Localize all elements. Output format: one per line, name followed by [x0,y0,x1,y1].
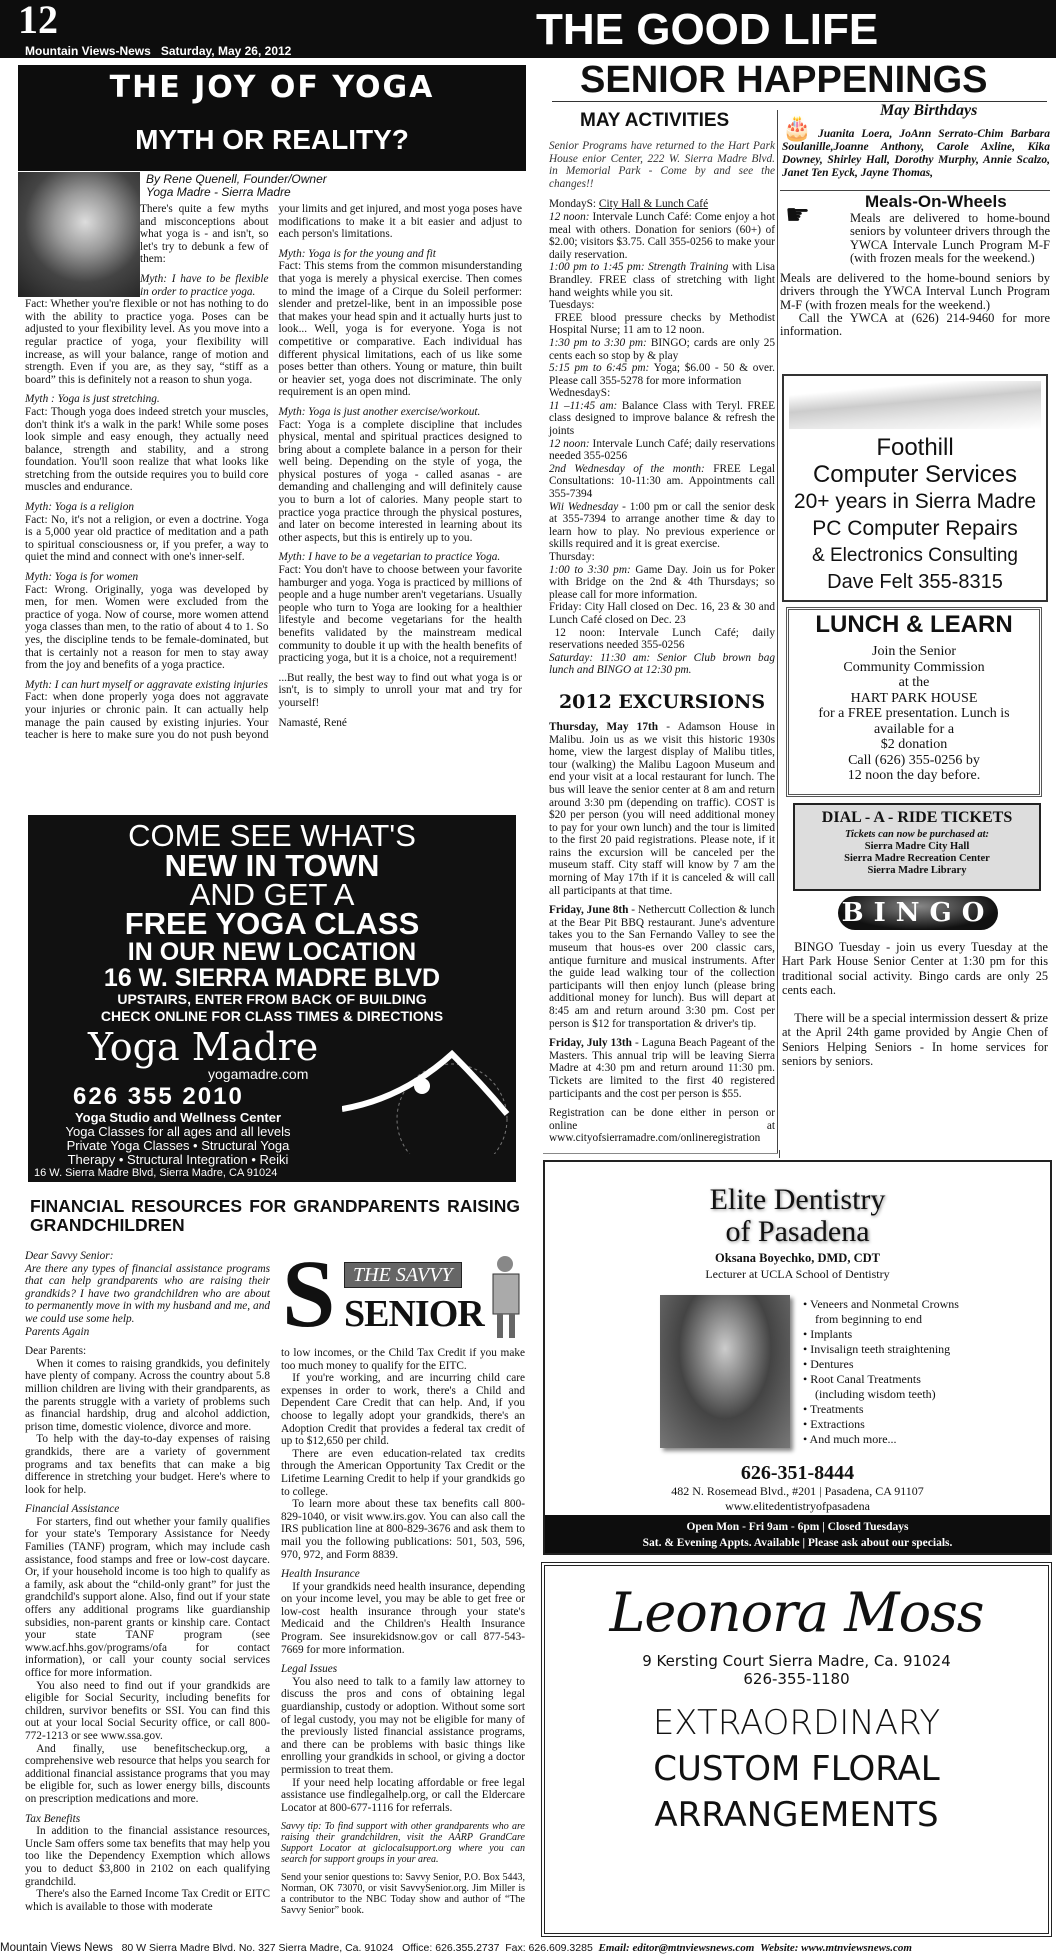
footer-email[interactable]: Email: editor@mtnviewsnews.com [598,1942,755,1954]
paragraph-heading: Myth: Yoga is for the young and fit [278,247,436,260]
section-title: THE GOOD LIFE [536,5,879,54]
paragraph [549,261,775,299]
dentistry-service: • Root Canal Treatments [803,1372,921,1386]
divider [0,58,530,60]
savvy-column-2 [281,1347,525,1916]
logo-top: THE SAVVY [344,1262,462,1288]
yoga-title-box [18,65,526,171]
lunch-learn-title: LUNCH & LEARN [815,611,1013,638]
paragraph-text: Fact: Though yoga does indeed stretch your muscles, don't think it's a walk in the park! While some poses look simple and easy enough, they actually need balance, strength and stability, and a strong foundation. You'll soon realize that what looks like stretching from the outside requires you to build core muscles and endurance. [25,405,269,494]
paragraph-text: to low incomes, or the Child Tax Credit if you make too much money to qualify for the EITC. [281,1347,525,1372]
paragraph [279,672,523,710]
activities-intro: Senior Programs have returned to the Hart Park House enior Center, 222 W. Sierra Madre Blvd. in Memorial Park - Come by and see the changes!! [549,140,775,190]
paragraph-text: Intervale Lunch Café: Come enjoy a hot meal with others. Donation for seniors (60+) of $2.00; visitors $3.75. Call 355-0256 to make your daily reservation. [549,210,775,261]
birthday-cake-icon: 🎂 [782,116,812,142]
paragraph-text: - 1:00 pm or call the senior desk at 355-7394 to arrange another time & day to learn how to play. No previous experience or skills required and it is great exercise. [549,500,775,551]
paragraph [25,1345,270,1358]
reading-man-icon [488,1252,522,1340]
paragraph-text: BINGO; cards are only 25 cents each so stop by & play [549,336,776,362]
paragraph-text: FREE blood pressure checks by Methodist Hospital Nurse; 11 am to 12 noon. [549,311,775,337]
bingo-body [782,940,1048,1068]
paragraph [281,1448,525,1498]
footer-office: Office: 626.355.2737 [402,1942,500,1954]
lunch-learn-line: Community Commission [843,659,985,675]
yoga-madre-logo: Yoga Madre [88,1025,319,1069]
paragraph-text: In addition to the financial assistance resources, Uncle Sam offers some tax benefits that may help you too like the Dependency Exemption which allows you to deduct $3,800 in 2102 on each qualifying grandchild. [25,1825,270,1888]
lunch-learn-line: 12 noon the day before. [847,768,981,783]
paragraph [281,1663,525,1776]
byline: By Rene Quenell, Founder/Owner [146,172,327,186]
paragraph [549,299,775,312]
excursion-item [549,904,775,1030]
paragraph-text: Fact: Whether you're flexible or not has nothing to do with the ability to practice yoga. Poses can be adjusted to your flexibility level. As you move into a regular practice of yoga, your flexibility will increase, as will your balance, range of motion and strength. Even if you are, as they say, “stiff as a board” this is definitely not a reason to shun yoga. [25,298,269,386]
ad-line: 20+ years in Sierra Madre [793,490,1037,513]
paragraph-heading: 12 noon: [549,437,590,450]
paragraph-text: Fact: This stems from the common misunderstanding that yoga is merely a physical exercise. Then comes to mind the image of a Cirque du Soleil performer: slender and pretzel-like, bent in an impossible pose that makes your head spin and it actually hurts just to look... Well, yoga is for everyone. Yoga is not competitive or comparative. Each individual has different physical limitations, each of us like some poses better than others. Young or mature, thin built or heavier set, yoga does not discriminate. The only requirement is an open mind. [278,260,522,399]
paragraph-heading: Dear Savvy Senior: [25,1250,114,1262]
mountain-image [789,381,1041,429]
dentistry-service: • Invisalign teeth straightening [803,1342,951,1356]
paragraph-text: There's also the Earned Income Tax Credit or EITC which is available to those with moderate [25,1888,270,1913]
yoga-pose-icon [342,1044,512,1154]
paragraph-text: Dear Parents: [25,1345,87,1358]
paragraph [279,551,523,664]
bingo-paragraph: BINGO Tuesday - join us every Tuesday at the Hart Park House Senior Center at 1:30 pm for this traditional social activity. Bingo cards are only 25 cents each. [782,940,1048,997]
paragraph [25,1813,270,1889]
ad-address: 16 W. Sierra Madre Blvd, Sierra Madre, CA 91024 [34,1167,278,1179]
florist-logo: Leonora Moss [609,1581,984,1644]
lunch-and-learn-box [786,607,1042,797]
dentistry-service: from beginning to end [803,1312,922,1326]
excursion-text: - Adamson House in Malibu. Join us as we visit this historic 1930s home, view the largest display of Malibu titles, tour (walking) the Malibu Lagoon Museum and end your visit at a local restaurant for lunch. The bus will leave the senior center at 8 am and return around 3:30 pm (depending on traffic). COST is $20 per person (you will need additional money to pay for your own lunch) and the tour is limited to the first 20 paid registrations. Please note, if it rains the excursion will be canceled per the museum staff. City staff will know by 7 am the morning of May 17th if it is canceled & will call all participants at that time. [549,720,775,897]
paragraph-text: There are even education-related tax credits through the American Opportunity Tax Credit or the Lifetime Learning Credit to help if your grandkids go to college. [281,1447,525,1498]
meals-paragraph: Meals are delivered to home-bound seniors by volunteer drivers through the YWCA Intervale Lunch Program M-F (with frozen meals for the weekend.) [850,211,1050,265]
paragraph-text: 12 noon: Intervale Lunch Café; daily reservations needed 355-0256 [549,626,775,652]
paragraph-text: And finally, use benefitscheckup.org, a comprehensive web resource that helps you search for additional financial assistance programs that you may be eligible for, such as lower energy bills, discounts on prescription medications and more. [25,1742,270,1805]
ad-line: UPSTAIRS, ENTER FROM BACK OF BUILDING [117,991,427,1007]
birthdays-title: May Birthdays [880,102,978,119]
paragraph [25,393,269,494]
ad-line: PC Computer Repairs [812,517,1018,540]
paragraph-text: If your grandkids need health insurance, depending on your income level, you may be able to get free or low-cost health insurance through your state's Medicaid and the Children's Health Insurance Program. See insurekidsnow.gov or call 877-543-7669 for more information. [281,1580,525,1656]
dentistry-service: • And much more... [803,1432,897,1446]
excursion-text: Registration can be done either in person or online at www.cityofsierramadre.com/onlineregistration [549,1107,775,1145]
paragraph [549,211,775,261]
excursion-date: Friday, June 8th [549,904,629,917]
ad-line: AND GET A [189,877,355,912]
paragraph [25,1503,270,1679]
excursion-item [549,1037,775,1100]
yoga-article-body [25,203,522,783]
ad-line: Dave Felt 355-8315 [827,571,1003,593]
ad-line: 16 W. SIERRA MADRE BLVD [103,964,441,992]
dentistry-address: 482 N. Rosemead Blvd., #201 | Pasadena, CA 91107 [671,1484,924,1498]
excursion-date: Friday, July 13th [549,1037,632,1050]
bingo-logo: BINGO [838,896,998,930]
savvy-tip: Savvy tip: To find support with other grandparents who are raising their grandchildren, visit the AARP GrandCare Support Locator at giclocalsupport.org where you can search for support groups in your area. [281,1821,525,1866]
paragraph-text: You also need to talk to a family law attorney to discuss the pros and cons of obtaining legal guardianship, custody or adoption. Without some sort of legal custody, you may not be eligible for many of the previously listed financial assistance programs, and there can be problems with basic things like enrolling your grandkids in school, or giving a doctor permission to treat them. [281,1675,525,1776]
lunch-learn-line: Call (626) 355-0256 by [848,752,980,768]
paragraph-text: Intervale Lunch Café; daily reservations needed 355-0256 [549,437,775,463]
paragraph [25,501,269,564]
savvy-title: FINANCIAL RESOURCES FOR GRANDPARENTS RAISING GRANDCHILDREN [30,1196,520,1235]
paragraph [549,601,775,626]
paragraph-heading: 2nd Wednesday of the month: [549,462,705,475]
paragraph-heading: Myth: I have to be flexible in order to practice yoga. [140,272,269,298]
ticket-location: Sierra Madre City Hall [864,841,970,852]
excursion-date: Thursday, May 17th [549,720,659,733]
paragraph [549,387,775,400]
excursion-item [549,1107,775,1145]
dentistry-service: • Implants [803,1327,853,1341]
florist-address: 9 Kersting Court Sierra Madre, Ca. 91024 [642,1652,951,1670]
paragraph [549,198,775,211]
dentistry-website: www.elitedentistryofpasadena [725,1499,870,1513]
dial-a-ride-box [793,803,1041,891]
paragraph [25,571,269,672]
paragraph-text: For starters, find out whether your family qualifies for your state's Temporary Assistance for Needy Families (TANF) program, which may include cash assistance, food stamps and free or low-cost daycare. Or, if your household income is too high to qualify as a family, ask about the “child-only grant” for just the grandchild's support alone. Also, find out if your state offers any additional programs like guardianship subsidies, non-parent grants or kinship care. Contact your state TANF program (see www.acf.hhs.gov/programs/ofa for contact information), or call your county social services office for more information. [25,1515,270,1679]
meals-paragraph: Meals are delivered to the home-bound seniors by drivers through the YWCA Interval Lunch Program M-F (with frozen meals for the weekend.) [780,271,1050,312]
paragraph-heading: Myth : Yoga is just stretching. [25,393,160,406]
paragraph-text: If your need help locating affordable or free legal assistance use findlegalhelp.org, or call the Eldercare Locator at 800-677-1116 for referrals. [281,1776,525,1814]
paragraph [281,1372,525,1448]
foothill-computer-ad [782,374,1048,602]
ad-line: CHECK ONLINE FOR CLASS TIMES & DIRECTIONS [100,1008,444,1024]
column-rule [777,110,778,1153]
footer-website[interactable]: Website: www.mtnviewsnews.com [760,1942,912,1954]
yoga-madre-ad [28,815,516,1182]
lunch-learn-line: for a FREE presentation. Lunch is [818,706,1010,721]
paragraph-heading: Myth: I have to be a vegetarian to practice Yoga. [278,551,501,564]
lunch-learn-line: $2 donation [880,737,948,752]
paragraph-text: Thursday: [549,551,595,563]
dentistry-hours-bar [545,1515,1050,1553]
paragraph-text: You also need to find out if your grandkids are eligible for Social Security, including benefits for children, survivor benefits or SSI. You can find this out at your local Social Security office, or call 800-772-1213 or see www.ssa.gov. [25,1679,270,1742]
birthday-names: Juanita Loera, JoAnn Serrato-Chim Barbara Soulanille,Joanne Anthony, Carole Axline, Kika Downey, Shirley Hall, Dorothy Murphy, Annie Scalzo, Janet Ten Eyck, Jayne Thomas, [782,128,1050,179]
paragraph-text: Fact: when done properly yoga does not aggravate your injuries or chronic pain. It can actually help manage the pain caused by existing injuries. Your teacher is here to make sure you do not push beyond your limits and get injured, and most yoga poses have modifications to make it a bit easier and adjust to each person's limitations. [25,203,522,742]
column-rule [779,1150,780,1158]
elite-dentistry-ad [543,1160,1052,1555]
paragraph [549,627,775,652]
paragraph [25,1358,270,1434]
dentist-photo [660,1295,790,1448]
bingo-paragraph: There will be a special intermission dessert & prize at the April 24th game provided by Angie Chen of Seniors Helping Seniors - In home services for seniors by seniors. [782,1011,1048,1069]
dentist-name: Oksana Boyechko, DMD, CDT [715,1251,880,1265]
paragraph-heading: Myth: Yoga is just another exercise/workout. [278,405,481,418]
dentistry-service: • Veneers and Nonmetal Crowns [803,1297,959,1311]
paragraph [549,551,775,564]
paragraph [25,1743,270,1806]
paragraph-heading: Health Insurance [281,1568,360,1581]
meals-body [780,212,1050,339]
ad-line: & Electronics Consulting [812,545,1018,566]
divider [780,190,1050,191]
paragraph-heading: Saturday: 11:30 am: Senior Club brown bag lunch and BINGO at 12:30 pm. [549,651,775,677]
activities-column [549,140,775,1145]
paragraph [279,248,523,399]
meals-title: Meals-On-Wheels [865,192,1007,211]
ad-service: Private Yoga Classes • Structural Yoga [66,1138,290,1153]
ad-website: yogamadre.com [208,1066,309,1082]
byline-affiliation: Yoga Madre - Sierra Madre [146,185,291,199]
icon-spacer [780,212,850,252]
dentistry-hours: Open Mon - Fri 9am - 6pm | Closed Tuesdays [686,1521,909,1533]
dial-a-ride-title: DIAL - A - RIDE TICKETS [821,809,1013,826]
ad-tagline: Yoga Studio and Wellness Center [74,1110,282,1125]
footer [0,1940,1056,1956]
dentistry-phone: 626-351-8444 [740,1462,855,1484]
paragraph-heading: 1:00 to 3:30 pm: [549,563,631,576]
paragraph [549,337,775,362]
paragraph-heading: Parents Again [25,1325,90,1338]
florist-phone: 626-355-1180 [743,1670,850,1688]
yoga-subtitle: MYTH OR REALITY? [135,124,409,155]
paragraph-text: Yoga; $6.00 - 50 & over. Please call 355-5278 for more information [549,362,775,387]
pointing-hand-icon: ☛ [785,200,811,231]
paragraph-text: To help with the day-to-day expenses of raising grandkids, there are a variety of government programs and tax benefits that can make a big difference in stretching your budget. Here's where to look for help. [25,1433,270,1496]
paragraph-heading: 11 –11:45 am: [549,399,618,412]
paragraph-text: To learn more about these tax benefits call 800-829-1040, or visit www.irs.gov. You can also call the IRS publication line at 800-829-3676 and ask them to mail you the following publications: 501, 503, 596, 970, 972, and Form 8839. [281,1498,525,1561]
paragraph [281,1568,525,1656]
paragraph-text: Namasté, René [278,716,347,729]
paragraph-text: Fact: Yoga is a complete discipline that includes physical, mental and spiritual practices designed to bring about a complete balance in a person for their well being. Depending on the style of yoga, the physical postures of yoga - called asanas - are demanding and challenging and will definitely cause you to burn a lot of calories. Many people start to practice yoga practice through the physical postures, and later on become interested in learning about its other aspects, but this is entirely up to you. [278,418,522,544]
paragraph-text: FREE Legal Consultations: 10-11:30 am. Appointments call 355-7394 [549,462,776,501]
dentistry-hours-extra: Sat. & Evening Appts. Available | Please ask about our specials. [642,1537,953,1549]
ad-line: IN OUR NEW LOCATION [127,938,417,966]
footer-address: 80 W Sierra Madre Blvd. No. 327 Sierra Madre, Ca. 91024 [121,1942,394,1954]
savvy-contact: Send your senior questions to: Savvy Senior, P.O. Box 5443, Norman, OK 73070, or visit SavvySenior.org. Jim Miller is a contributor to the NBC Today show and author of “The Savvy Senior” book. [281,1872,525,1917]
dentistry-service: • Treatments [803,1402,864,1416]
paragraph-heading: 1:00 pm to 1:45 pm: Strength Training [549,261,729,274]
ad-line: Computer Services [812,461,1018,488]
issue-date: Saturday, May 26, 2012 [160,44,292,58]
paragraph [549,362,775,387]
paragraph [549,501,775,551]
dentistry-name: Elite Dentistry [709,1183,886,1216]
paragraph [281,1777,525,1815]
savvy-column-1 [25,1250,270,1913]
paragraph-text: with Lisa Brandley. FREE class of stretching with light hand weights while you sit. [549,261,775,299]
paragraph-text: Fact: No, it's not a religion, or even a doctrine. Yoga is a 5,000 year old practice of meditation and a path to spiritual consciousness or, if you prefer, a way to quiet the mind and connect with one's inner-self. [25,513,269,564]
florist-tagline: CUSTOM FLORAL [653,1749,940,1789]
dentistry-name: of Pasadena [725,1215,870,1248]
ad-line: FREE YOGA CLASS [124,906,420,941]
paragraph-text: If you're working, and are incurring child care expenses in order to work, there's a Child and Dependent Care Credit that can help. And, if you choose to legally adopt your grandkids, there's an Adoption Credit that provides a federal tax credit of up to $12,650 per child. [281,1372,525,1448]
lunch-learn-line: HART PARK HOUSE [850,690,978,706]
dentistry-service: • Extractions [803,1417,865,1431]
paragraph-text: Balance Class with Teryl. FREE class designed to improve balance & refresh the joints [549,399,775,438]
ticket-location: Sierra Madre Library [867,865,967,876]
paragraph-heading: 5:15 pm to 6:45 pm: [549,362,650,375]
paragraph-text: ...But really, the best way to find out what yoga is or isn't, is to simply to unroll your mat and try for yourself! [278,671,522,709]
paragraph [279,717,523,730]
meals-paragraph: Call the YWCA at (626) 214-9460 for more information. [780,311,1050,339]
paper-name: Mountain Views-News [25,44,151,58]
paragraph-heading: Myth: Yoga is for women [25,571,139,584]
ad-line: NEW IN TOWN [164,848,380,883]
ad-service: Yoga Classes for all ages and all levels [65,1124,291,1139]
florist-tagline: ARRANGEMENTS [654,1795,939,1835]
paragraph-heading: 12 noon: [549,210,590,223]
excursions-title: 2012 EXCURSIONS [558,690,766,713]
paragraph-text: There's quite a few myths and misconceptions about what yoga is - and isn't, so let's try to debunk a few of them: [140,203,269,266]
paragraph-heading: Myth: Yoga is a religion [25,501,134,514]
excursion-text: - Nethercutt Collection & lunch at the Bear Pit BBQ restaurant. June's adventure takes you to the San Fernando Valley to see the museum that hous-es over 200 classic cars, antique furniture and musical instruments. After the guide lead walking tour of the collection participants will then enjoy lunch (please bring additional money for lunch). Bus will depart at 8:45 am and return around 3:30 pm. Cost per person is $12 for transportation & driver's tip. [549,904,775,1030]
lunch-learn-line: at the [898,675,930,690]
paragraph-text: Game Day. Join us for Poker with Bridge on the 2nd & 4th Thursdays; so please call for more information. [549,563,775,601]
ad-service: Therapy • Structural Integration • Reiki [67,1152,289,1167]
ad-line: Foothill [876,434,954,461]
item-link: City Hall & Lunch Café [598,198,709,211]
paragraph [549,400,775,438]
paragraph-text: WednesdayS: [549,387,611,400]
leonora-moss-ad [541,1562,1052,1937]
excursion-text: - Laguna Beach Pageant of the Masters. This annual trip will be leaving Sierra Madre at 4:30 pm and return around 11:30 pm. Tickets are limited to the first 40 registered participants and the cost per person is $55. [549,1037,776,1100]
lunch-learn-line: Join the Senior [872,644,956,659]
paragraph-text: Fact: Wrong. Originally, yoga was developed by men, for men. Women were excluded from the practice of yoga. Now of course, more women attend yoga classes than men, to the ratio of about 4 to 1. So yes, the discipline tends to be female-dominated, but that is certainly not a reason for men to stay away from the joy and benefits of a yoga practice. [25,583,269,672]
yoga-title: THE JOY OF YOGA [109,70,435,105]
divider [543,1153,778,1154]
subsection-title: SENIOR HAPPENINGS [580,59,988,101]
paragraph [549,463,775,501]
paragraph-text: MondayS: [549,198,599,211]
paragraph-text: Fact: You don't have to choose between your favorite hamburger and yoga. Yoga is practiced by millions of people and a huge number aren't vegetarians. Usually people who turn to Yoga are looking for a healthier lifestyle and become vegetarians for the health benefits validated by the mainstream medical community to double it up with the health benefits of practicing yoga, but it is a choice, not a requirement! [278,564,522,665]
activities-title: MAY ACTIVITIES [580,110,730,131]
paragraph-heading: Financial Assistance [25,1503,120,1516]
paragraph-heading: Wii Wednesday [549,500,619,513]
paragraph-heading: Legal Issues [281,1663,338,1676]
photo-spacer [18,203,140,297]
logo-letter: S [282,1240,336,1347]
paragraph [25,1326,270,1339]
paragraph [281,1347,525,1372]
paragraph [281,1498,525,1561]
paragraph-heading: 1:30 pm to 3:30 pm: [549,336,647,349]
footer-fax: Fax: 626.609.3285 [505,1942,593,1954]
savvy-senior-logo [282,1240,522,1347]
ticket-location: Sierra Madre Recreation Center [844,853,990,864]
paragraph [549,564,775,602]
dial-a-ride-subtitle: Tickets can now be purchased at: [845,829,989,840]
paragraph [279,406,523,545]
paragraph [549,312,775,337]
florist-tagline: EXTRAORDINARY [652,1703,941,1743]
ad-phone: 626 355 2010 [73,1083,244,1110]
dentistry-service: (including wisdom teeth) [803,1387,936,1401]
paragraph-text: Tuesdays: [549,299,595,312]
dentist-role: Lecturer at UCLA School of Dentistry [705,1267,890,1281]
paragraph [25,1680,270,1743]
paragraph [25,1250,270,1326]
paragraph-text: When it comes to raising grandkids, you definitely have plenty of company. Across the country about 5.8 million children are living with their grandparents, as the parents struggle with a variety of problems such as financial hardship, drug and alcohol addiction, prison time, domestic violence, divorce and more. [25,1357,270,1433]
dentistry-service: • Dentures [803,1357,854,1371]
letter-question: Are there any types of financial assistance programs that can help grandparents who are raising their grandkids? I have two grandchildren who are about to permanently move in with my husband and me, and we could use some help. [25,1262,270,1325]
paragraph [549,652,775,677]
lunch-learn-line: available for a [873,721,955,737]
paragraph [25,1433,270,1496]
paragraph [25,1888,270,1913]
excursion-item [549,721,775,897]
paragraph-heading: Myth: I can hurt myself or aggravate existing injuries [25,678,268,691]
logo-bottom: SENIOR [344,1293,484,1335]
page-number: 12 [18,0,58,42]
ad-line: COME SEE WHAT'S [128,818,416,853]
footer-paper: Mountain Views News [0,1942,113,1954]
paragraph-text: Friday: City Hall closed on Dec. 16, 23 & 30 and Lunch Café closed on Dec. 23 [549,601,775,626]
paragraph [549,438,775,463]
paragraph-heading: Tax Benefits [25,1812,81,1825]
